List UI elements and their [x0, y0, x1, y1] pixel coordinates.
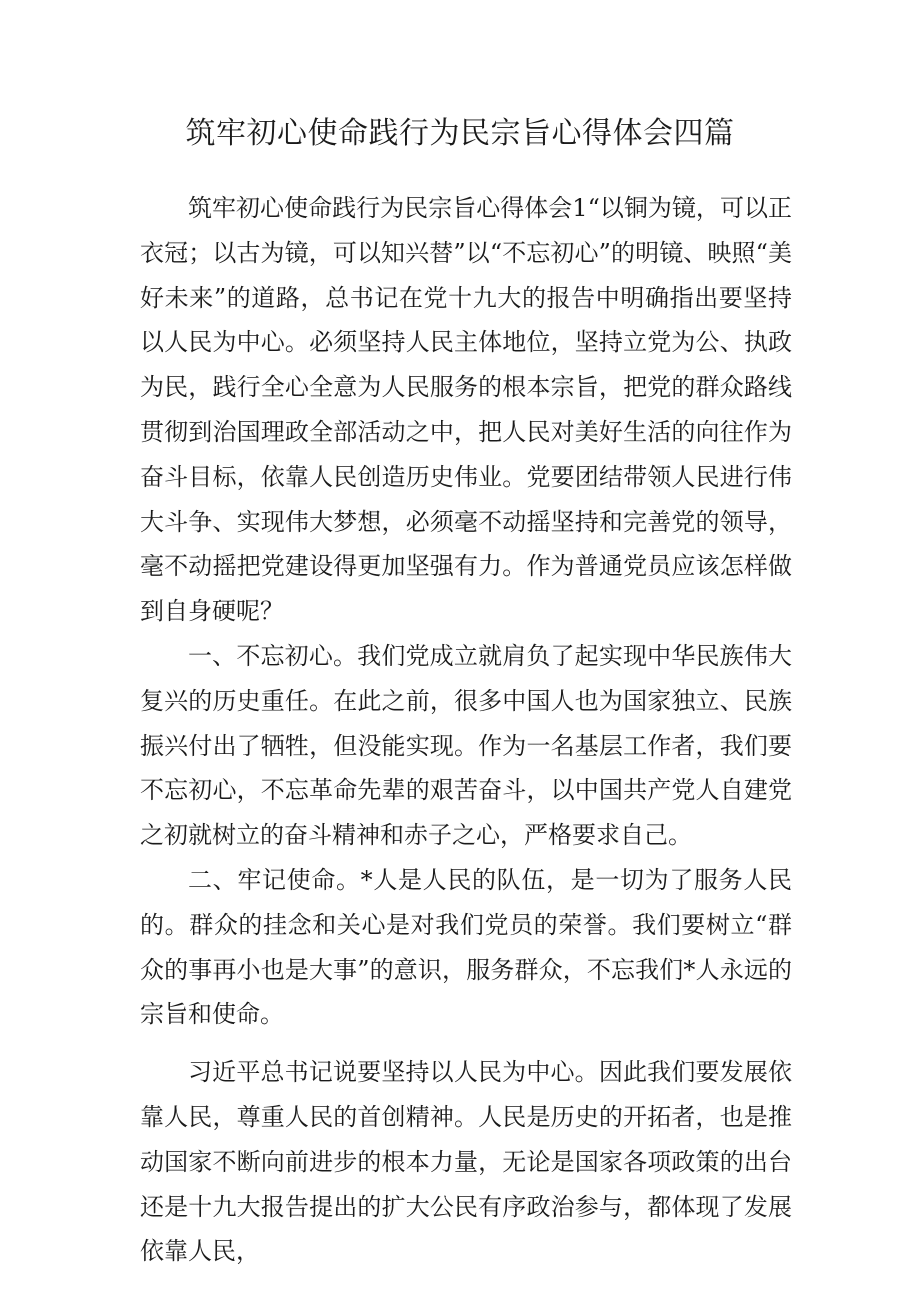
paragraph-point-two: 二、牢记使命。*人是人民的队伍，是一切为了服务人民的。群众的挂念和关心是对我们党员的荣誉。我们要树立“群众的事再小也是大事”的意识，服务群众，不忘我们*人永远的宗旨和使命。 — [140, 865, 792, 1029]
paragraph-point-one: 一、不忘初心。我们党成立就肩负了起实现中华民族伟大复兴的历史重任。在此之前，很多中国人也为国家独立、民族振兴付出了牺牲，但没能实现。作为一名基层工作者，我们要不忘初心，不忘革命先辈的艰苦奋斗，以中国共产党人自建党之初就树立的奋斗精神和赤子之心，严格要求自己。 — [140, 641, 792, 850]
paragraph-people-centered: 习近平总书记说要坚持以人民为中心。因此我们要发展依靠人民，尊重人民的首创精神。人民是历史的开拓者，也是推动国家不断向前进步的根本力量，无论是国家各项政策的出台还是十九大报告提出的扩大公民有序政治参与，都体现了发展依靠人民， — [140, 1058, 792, 1266]
document-title: 筑牢初心使命践行为民宗旨心得体会四篇 — [185, 116, 735, 151]
document-body — [140, 186, 792, 1274]
paragraph-intro: 筑牢初心使命践行为民宗旨心得体会1“以铜为镜，可以正衣冠；以古为镜，可以知兴替”以“不忘初心”的明镜、映照“美好未来”的道路，总书记在党十九大的报告中明确指出要坚持以人民为中心。必须坚持人民主体地位，坚持立党为公、执政为民，践行全心全意为人民服务的根本宗旨，把党的群众路线贯彻到治国理政全部活动之中，把人民对美好生活的向往作为奋斗目标，依靠人民创造历史伟业。党要团结带领人民进行伟大斗争、实现伟大梦想，必须毫不动摇坚持和完善党的领导，毫不动摇把党建设得更加坚强有力。作为普通党员应该怎样做到自身硬呢？ — [140, 194, 792, 626]
